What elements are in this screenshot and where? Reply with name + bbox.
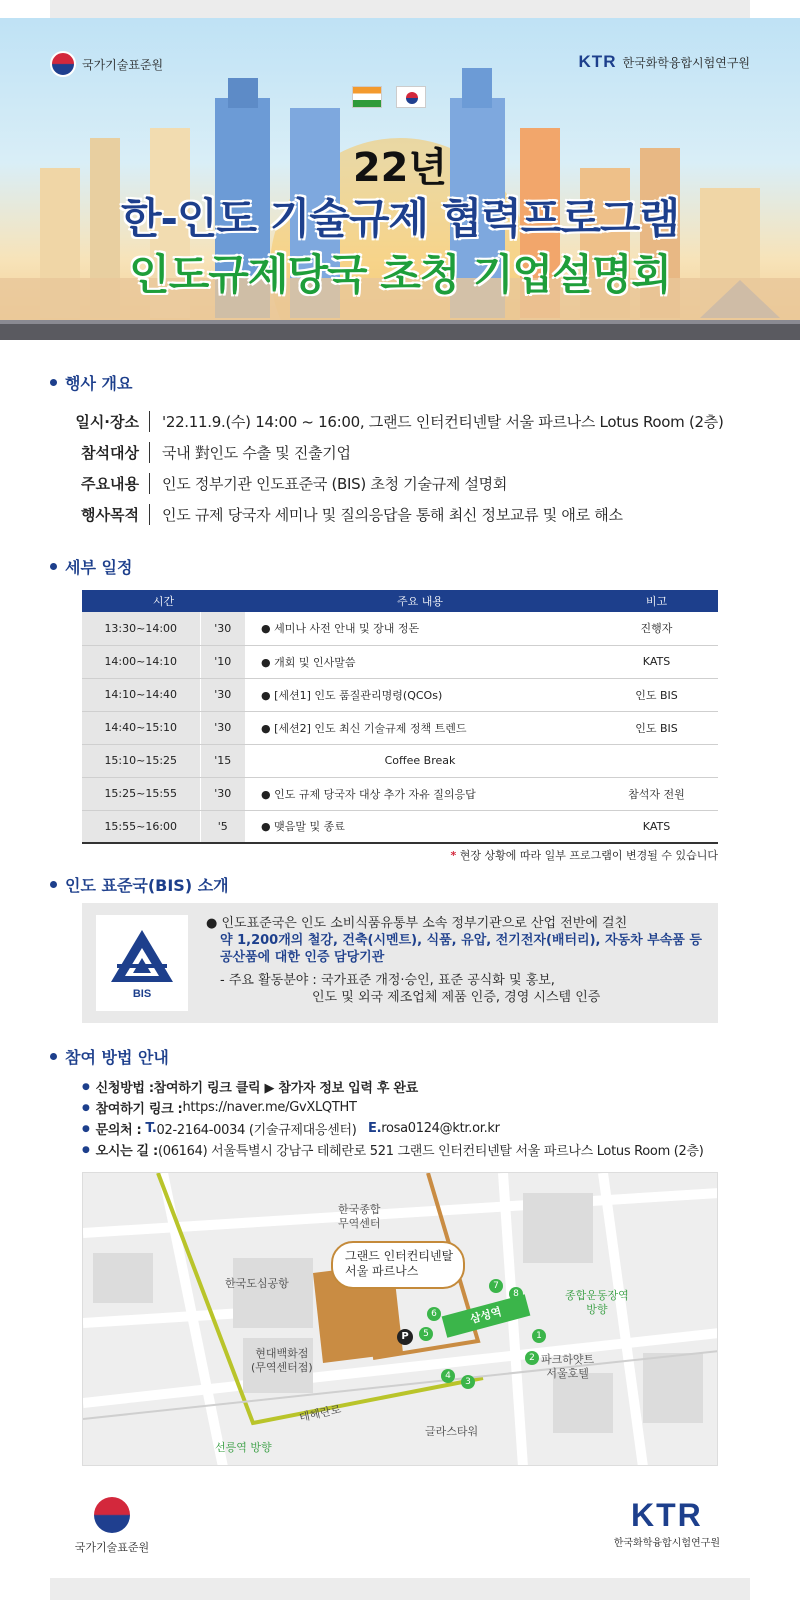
- list-item: [82, 1118, 772, 1139]
- apply-value: 참여하기 링크 클릭 ▶ 참가자 정보 입력 후 완료: [153, 1081, 418, 1096]
- event-banner: [0, 18, 800, 340]
- bis-logo-text: BIS: [132, 988, 152, 1000]
- cell-duration: '30: [200, 777, 245, 810]
- cell-time: 15:55~16:00: [82, 810, 200, 843]
- cell-note: KATS: [595, 810, 718, 843]
- list-item: [82, 1076, 772, 1097]
- exit-3: 3: [461, 1375, 475, 1389]
- footnote-text: 현장 상황에 따라 일부 프로그램이 변경될 수 있습니다: [456, 849, 718, 862]
- top-strip: [50, 0, 750, 18]
- korea-flag-icon: [396, 86, 426, 108]
- directions-label: ● 오시는 길 :: [95, 1144, 158, 1159]
- header-content: 주요 내용: [245, 590, 595, 612]
- cell-duration: '15: [200, 744, 245, 777]
- table-row: [82, 612, 718, 645]
- bis-emblem-icon: [107, 926, 177, 986]
- label-seolleung: 선릉역 방향: [215, 1441, 272, 1454]
- exit-6: 6: [427, 1307, 441, 1321]
- overview-heading: [50, 371, 132, 394]
- schedule-footnote: [450, 847, 718, 863]
- footer-ktr-logo: [614, 1497, 720, 1549]
- title-year: 22년: [352, 145, 448, 191]
- map-streets: [83, 1173, 718, 1466]
- table-row: [82, 711, 718, 744]
- contact-e-marker: E.: [367, 1121, 382, 1136]
- cell-content: ● 개회 및 인사말씀: [245, 645, 595, 678]
- bis-info-box: [82, 903, 718, 1023]
- overview-value: 인도 정부기관 인도표준국 (BIS) 초청 기술규제 설명회: [162, 475, 508, 493]
- schedule-heading-text: 세부 일정: [65, 558, 133, 577]
- exit-2: 2: [525, 1351, 539, 1365]
- cell-time: 15:25~15:55: [82, 777, 200, 810]
- overview-value: 국내 對인도 수출 및 진출기업: [162, 444, 351, 462]
- exit-8: 8: [509, 1287, 523, 1301]
- venue-name-line2: 서울 파르나스: [345, 1264, 419, 1278]
- list-item: [82, 1139, 772, 1160]
- cell-note: 인도 BIS: [595, 678, 718, 711]
- overview-label: 행사목적: [70, 504, 150, 525]
- bottom-strip: [50, 1578, 750, 1600]
- parking-icon: P: [397, 1329, 413, 1345]
- cell-note: 인도 BIS: [595, 711, 718, 744]
- overview-row: [70, 468, 770, 499]
- cell-note: 참석자 전원: [595, 777, 718, 810]
- title-line-1: 한-인도 기술규제 협력프로그램: [120, 194, 680, 243]
- contact-phone: 02-2164-0034 (기술규제대응센터): [156, 1123, 357, 1138]
- cell-duration: '30: [200, 612, 245, 645]
- table-row: [82, 810, 718, 843]
- cell-content: ● [세션1] 인도 품질관리명령(QCOs): [245, 678, 595, 711]
- header-note: 비고: [595, 590, 718, 612]
- footer-kats-logo: [62, 1497, 162, 1555]
- banner-floor: [0, 320, 800, 340]
- cell-time: 14:40~15:10: [82, 711, 200, 744]
- overview-list: [70, 406, 770, 530]
- table-header-row: [82, 590, 718, 612]
- cell-time: 14:00~14:10: [82, 645, 200, 678]
- contact-label: ● 문의처 :: [95, 1123, 142, 1138]
- cell-content: ● 세미나 사전 안내 및 장내 정돈: [245, 612, 595, 645]
- overview-row: [70, 437, 770, 468]
- label-glass-tower: 글라스타워: [425, 1425, 479, 1438]
- cell-note: KATS: [595, 645, 718, 678]
- cell-time: 15:10~15:25: [82, 744, 200, 777]
- bis-logo: [96, 915, 188, 1011]
- cell-content: ● [세션2] 인도 최신 기술규제 정책 트렌드: [245, 711, 595, 744]
- cell-note: 진행자: [595, 612, 718, 645]
- table-row: [82, 744, 718, 777]
- cell-duration: '30: [200, 711, 245, 744]
- footer-ktr-logo-text: KTR: [630, 1497, 703, 1533]
- apply-label: ● 신청방법 :: [95, 1081, 154, 1096]
- exit-1: 1: [532, 1329, 546, 1343]
- contact-email[interactable]: rosa0124@ktr.or.kr: [381, 1121, 500, 1136]
- overview-label: 참석대상: [70, 442, 150, 463]
- header-time: 시간: [82, 590, 245, 612]
- cell-time: 14:10~14:40: [82, 678, 200, 711]
- bis-description: [206, 915, 706, 1006]
- bis-heading-text: 인도 표준국(BIS) 소개: [65, 876, 229, 895]
- india-flag-icon: [352, 86, 382, 108]
- samseong-station: 삼성역: [442, 1294, 531, 1338]
- ktr-org-name: 한국화학융합시험연구원: [622, 55, 750, 70]
- taeguk-icon: [50, 51, 76, 77]
- cell-duration: '10: [200, 645, 245, 678]
- bis-line: - 주요 활동분야 : 국가표준 개정·승인, 표준 공식화 및 홍보,: [220, 973, 555, 988]
- overview-label: 일시·장소: [70, 411, 150, 432]
- bis-line: 약 1,200개의 철강, 건축(시멘트), 식품, 유압, 전기전자(배터리), 자동차 부속품 등: [220, 933, 702, 948]
- bullet-icon: [50, 881, 57, 888]
- venue-name-line1: 그랜드 인터컨티넨탈: [345, 1249, 454, 1263]
- overview-heading-text: 행사 개요: [65, 374, 133, 393]
- schedule-heading: [50, 555, 132, 578]
- bullet-icon: [50, 563, 57, 570]
- ktr-logo: [579, 52, 750, 72]
- footnote-mark: *: [450, 849, 457, 862]
- label-teheran: 테헤란로: [298, 1402, 343, 1425]
- flags: [352, 86, 426, 108]
- overview-label: 주요내용: [70, 473, 150, 494]
- registration-link[interactable]: https://naver.me/GvXLQTHT: [182, 1100, 357, 1115]
- table-row: [82, 645, 718, 678]
- label-park-hyatt: 파크하얏트 서울호텔: [541, 1353, 595, 1380]
- table-row: [82, 678, 718, 711]
- label-airport: 한국도심공항: [225, 1277, 289, 1290]
- overview-row: [70, 406, 770, 437]
- footer-kats-name: 국가기술표준원: [74, 1541, 150, 1554]
- table-row: [82, 777, 718, 810]
- participation-heading: [50, 1045, 169, 1068]
- bis-line: 인도 및 외국 제조업체 제품 인증, 경영 시스템 인증: [312, 990, 601, 1005]
- directions-value: (06164) 서울특별시 강남구 테헤란로 521 그랜드 인터컨티넨탈 서울 파르나스 Lotus Room (2층): [157, 1144, 704, 1159]
- bis-heading: [50, 873, 229, 896]
- taeguk-icon: [94, 1497, 130, 1533]
- cell-time: 13:30~14:00: [82, 612, 200, 645]
- participation-list: [82, 1076, 772, 1160]
- list-item: [82, 1097, 772, 1118]
- overview-value: '22.11.9.(수) 14:00 ~ 16:00, 그랜드 인터컨티넨탈 서울 파르나스 Lotus Room (2층): [162, 413, 724, 431]
- exit-7: 7: [489, 1279, 503, 1293]
- cell-duration: '30: [200, 678, 245, 711]
- kats-org-name: 국가기술표준원: [82, 57, 164, 72]
- kats-logo: [50, 51, 163, 77]
- bullet-icon: [50, 1053, 57, 1060]
- ktr-logo-text: KTR: [578, 52, 617, 71]
- cell-duration: '5: [200, 810, 245, 843]
- label-trade-center-text: 한국종합 무역센터: [338, 1203, 381, 1230]
- exit-5: 5: [419, 1327, 433, 1341]
- cell-content: Coffee Break: [245, 744, 595, 777]
- participation-heading-text: 참여 방법 안내: [65, 1048, 169, 1067]
- link-label: ● 참여하기 링크 :: [95, 1102, 183, 1117]
- cell-content: ● 맺음말 및 종료: [245, 810, 595, 843]
- exit-4: 4: [441, 1369, 455, 1383]
- bullet-icon: [50, 379, 57, 386]
- cell-content: ● 인도 규제 당국자 대상 추가 자유 질의응답: [245, 777, 595, 810]
- bis-line: ● 인도표준국은 인도 소비식품유통부 소속 정부기관으로 산업 전반에 걸친: [206, 916, 628, 931]
- location-map: [82, 1172, 718, 1466]
- schedule-table: [82, 590, 718, 844]
- label-trade-center: [338, 1203, 381, 1231]
- bis-line: 공산품에 대한 인증 담당기관: [220, 950, 385, 965]
- label-sports-complex: 종합운동장역 방향: [565, 1289, 629, 1316]
- contact-t-marker: T.: [145, 1121, 157, 1136]
- overview-row: [70, 499, 770, 530]
- overview-value: 인도 규제 당국자 세미나 및 질의응답을 통해 최신 정보교류 및 애로 해소: [162, 506, 623, 524]
- cell-note: [595, 744, 718, 777]
- title-line-2: 인도규제당국 초청 기업설명회: [129, 250, 671, 299]
- venue-callout: [331, 1241, 465, 1289]
- label-hyundai: 현대백화점 (무역센터점): [251, 1347, 313, 1374]
- footer-ktr-name: 한국화학융합시험연구원: [613, 1538, 720, 1549]
